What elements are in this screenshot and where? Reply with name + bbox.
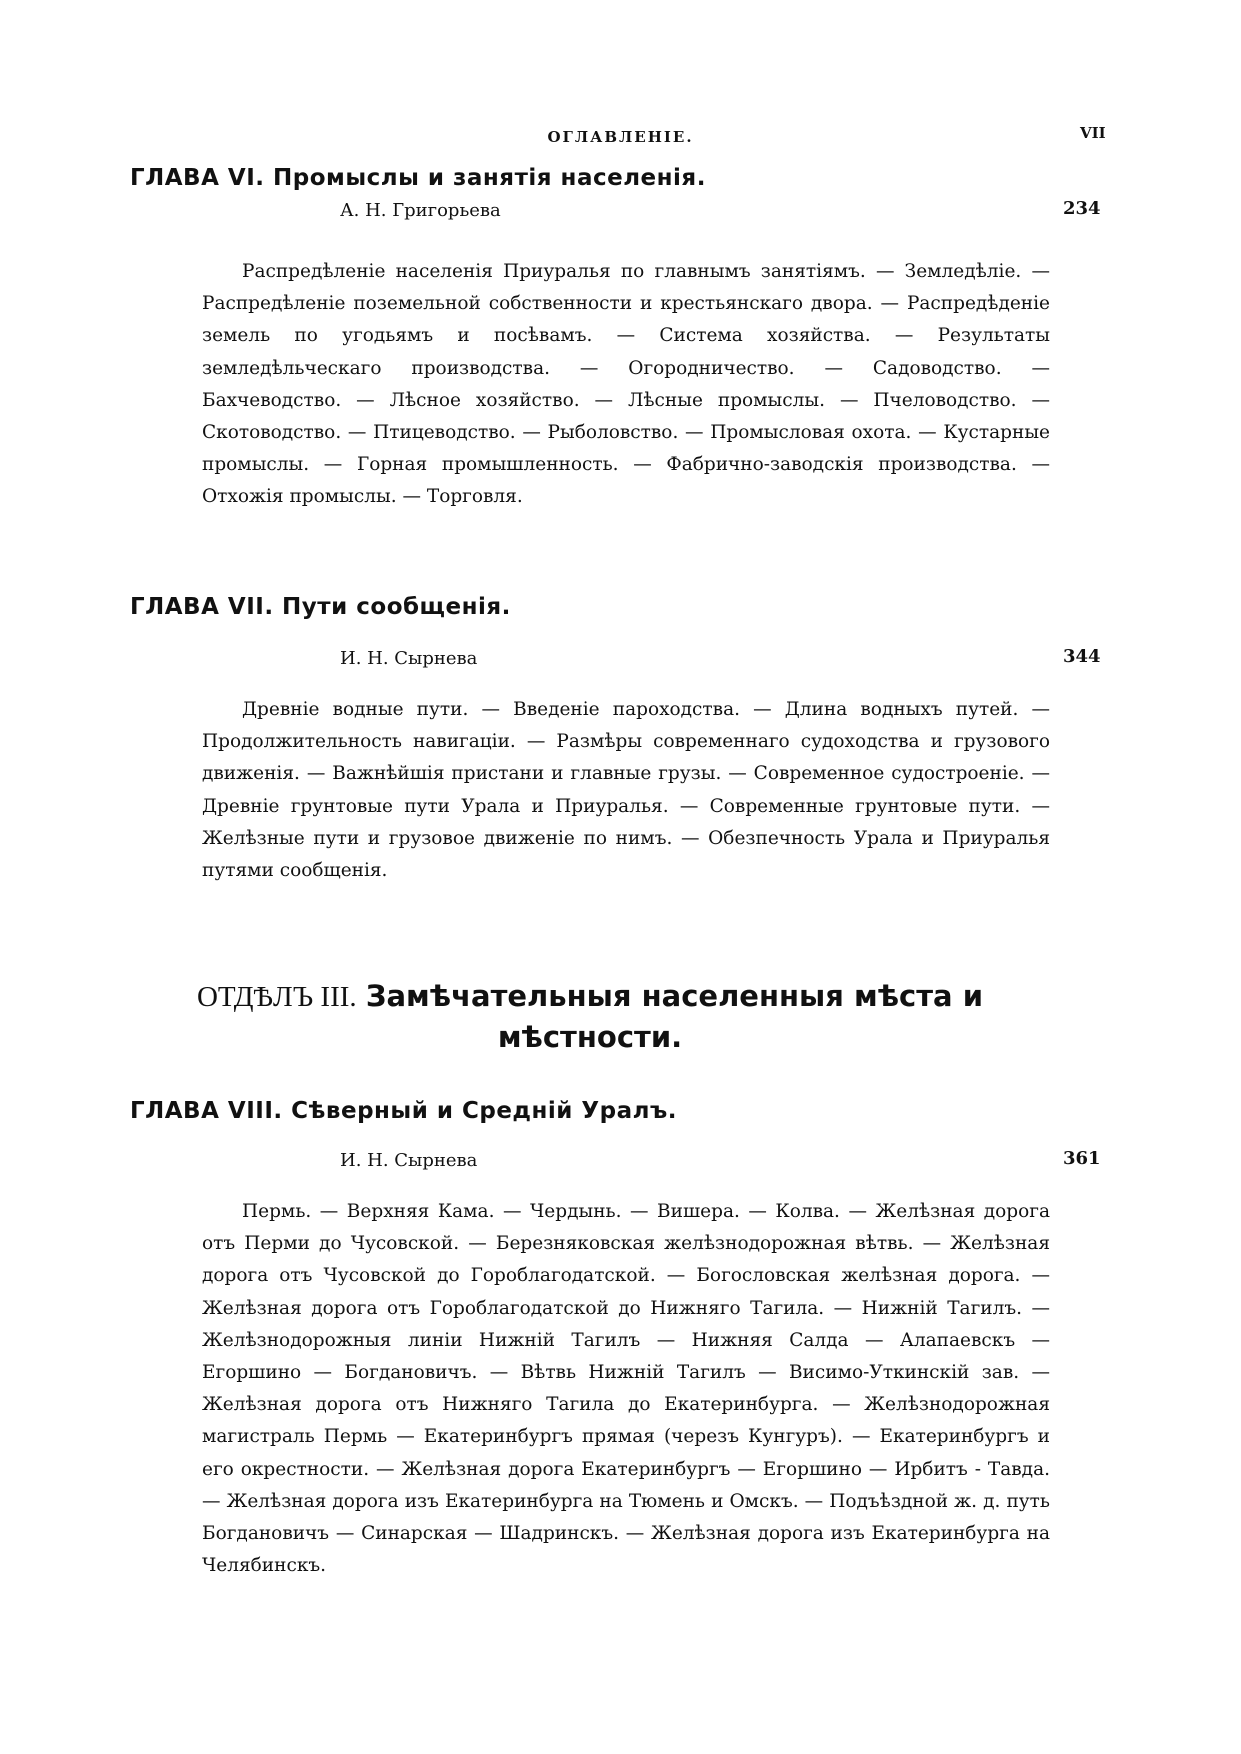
chapter-8-heading: ГЛАВА VIII. Сѣверный и Средній Уралъ. xyxy=(130,1098,677,1124)
section-3-lead: ОТДѢЛЪ III. xyxy=(196,981,357,1013)
chapter-6-page: 234 xyxy=(1063,198,1101,219)
running-head: ОГЛАВЛЕНІЕ. xyxy=(547,128,694,146)
chapter-6-author: А. Н. Григорьева xyxy=(340,200,501,221)
page-number: VII xyxy=(1080,124,1106,142)
chapter-8-summary: Пермь. — Верхняя Кама. — Чердынь. — Вишера. — Колва. — Желѣзная дорога отъ Перми до Чусовской. — Березняковская желѣзнодорожная вѣтвь. — Желѣзная дорога отъ Чусовской до Гороблагодатской. — Богословская желѣзная дорога. — Желѣзная дорога отъ Гороблагодатской до Нижняго Тагила. — Нижній Тагилъ. — Желѣзнодорожныя линіи Нижній Тагилъ — Нижняя Салда — Алапаевскъ — Егоршино — Богдановичъ. — Вѣтвь Нижній Тагилъ — Висимо-Уткинскій зав. — Желѣзная дорога отъ Нижняго Тагила до Екатеринбурга. — Желѣзнодорожная магистраль Пермь — Екатеринбургъ прямая (черезъ Кунгуръ). — Екатеринбургъ и его окрестности. — Желѣзная дорога Екатеринбургъ — Егоршино — Ирбитъ - Тавда. — Желѣзная дорога изъ Екатеринбурга на Тюмень и Омскъ. — Подъѣздной ж. д. путь Богдановичъ — Синарская — Шадринскъ. — Желѣзная дорога изъ Екатеринбурга на Челябинскъ. xyxy=(202,1201,1050,1577)
chapter-7-author: И. Н. Сырнева xyxy=(340,648,478,669)
chapter-6-summary: Распредѣленіе населенія Приуралья по главнымъ занятіямъ. — Земледѣліе. — Распредѣленіе поземельной собственности и крестьянскаго двора. — Распредѣденіе земель по угодьямъ и посѣвамъ. — Система хозяйства. — Результаты земледѣльческаго производства. — Огородничество. — Садоводство. — Бахчеводство. — Лѣсное хозяйство. — Лѣсные промыслы. — Пчеловодство. — Скотоводство. — Птицеводство. — Рыболовство. — Промысловая охота. — Кустарные промыслы. — Горная промышленность. — Фабрично-заводскія производства. — Отхожія промыслы. — Торговля. xyxy=(202,261,1050,508)
chapter-7-summary: Древніе водные пути. — Введеніе пароходства. — Длина водныхъ путей. — Продолжительность навигаціи. — Размѣры современнаго судоходства и грузового движенія. — Важнѣйшія пристани и главные грузы. — Современное судостроеніе. — Древніе грунтовые пути Урала и Приуралья. — Современные грунтовые пути. — Желѣзные пути и грузовое движеніе по нимъ. — Обезпечность Урала и Приуралья путями сообщенія. xyxy=(202,699,1050,882)
chapter-7-page: 344 xyxy=(1063,646,1101,667)
chapter-6-heading: ГЛАВА VI. Промыслы и занятія населенія. xyxy=(130,165,706,191)
section-3-title: Замѣчательныя населенныя мѣста и мѣстности. xyxy=(365,979,984,1054)
section-3-heading xyxy=(130,976,1050,1057)
chapter-8-author: И. Н. Сырнева xyxy=(340,1150,478,1171)
chapter-7-heading: ГЛАВА VII. Пути сообщенія. xyxy=(130,594,511,620)
chapter-8-page: 361 xyxy=(1063,1148,1101,1169)
